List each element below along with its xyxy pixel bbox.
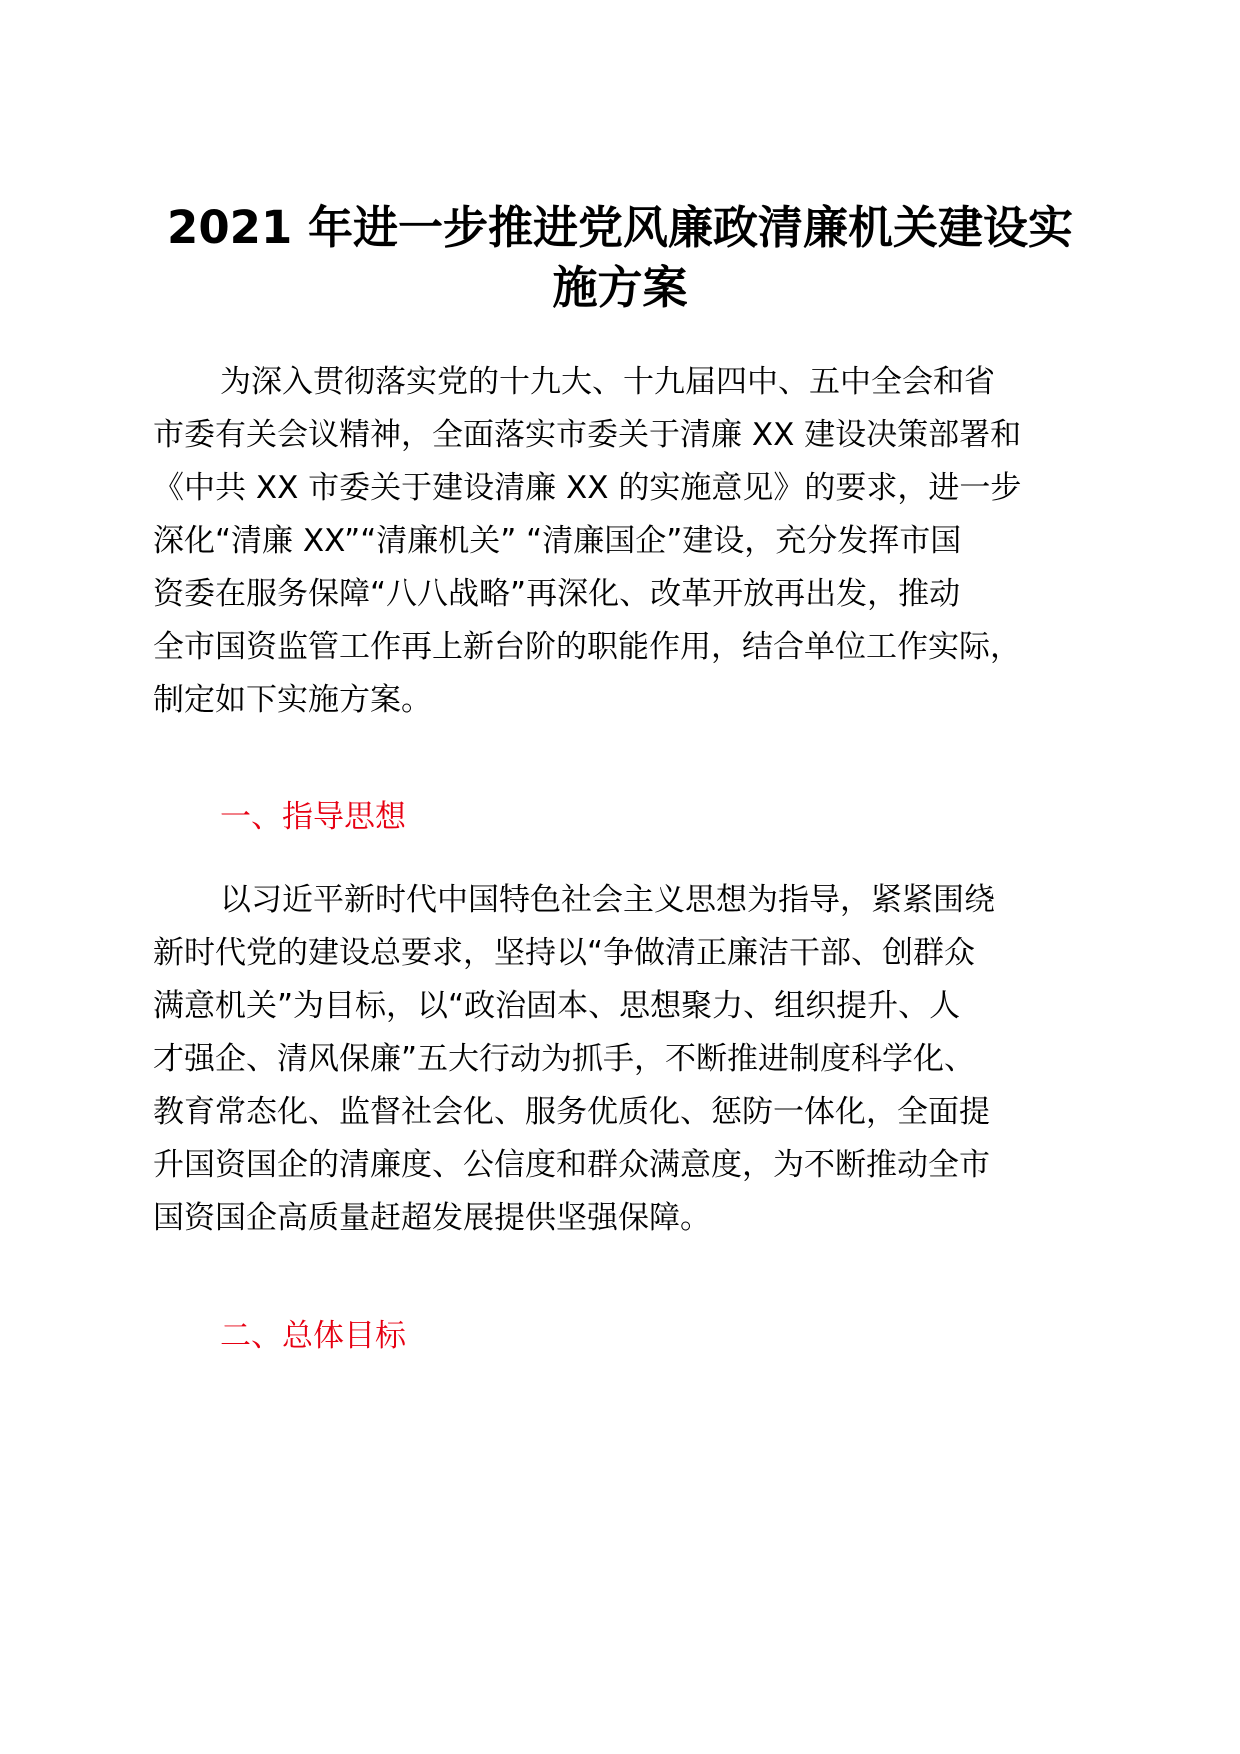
intro-line-4: 深化“清廉 XX”“清廉机关” “清廉国企”建设，充分发挥市国 bbox=[153, 523, 962, 559]
intro-line-3: 《中共 XX 市委关于建设清廉 XX 的实施意见》的要求，进一步 bbox=[153, 470, 1022, 506]
section1-line-7: 国资国企高质量赶超发展提供坚强保障。 bbox=[153, 1200, 711, 1236]
intro-line-5: 资委在服务保障“八八战略”再深化、改革开放再出发，推动 bbox=[153, 576, 961, 612]
section1-line-5: 教育常态化、监督社会化、服务优质化、惩防一体化，全面提 bbox=[153, 1094, 990, 1130]
section2-heading-text: 二、总体目标 bbox=[220, 1318, 406, 1354]
section1-line-2: 新时代党的建设总要求，坚持以“争做清正廉洁干部、创群众 bbox=[153, 935, 976, 971]
section1-line-1: 以习近平新时代中国特色社会主义思想为指导，紧紧围绕 bbox=[220, 882, 995, 918]
section-heading-overall-goals bbox=[220, 1310, 406, 1363]
intro-paragraph bbox=[153, 356, 1088, 727]
section-heading-guiding-ideology bbox=[220, 791, 406, 844]
title-line-1: 2021 年进一步推进党风廉政清廉机关建设实 bbox=[167, 201, 1073, 254]
title-line-2: 施方案 bbox=[552, 261, 688, 314]
document-title bbox=[140, 198, 1100, 318]
section1-line-3: 满意机关”为目标，以“政治固本、思想聚力、组织提升、人 bbox=[153, 988, 961, 1024]
guiding-ideology-paragraph bbox=[153, 874, 1088, 1245]
intro-line-6: 全市国资监管工作再上新台阶的职能作用，结合单位工作实际， bbox=[153, 629, 1021, 665]
section1-line-6: 升国资国企的清廉度、公信度和群众满意度，为不断推动全市 bbox=[153, 1147, 990, 1183]
section1-line-4: 才强企、清风保廉”五大行动为抓手，不断推进制度科学化、 bbox=[153, 1041, 976, 1077]
intro-line-7: 制定如下实施方案。 bbox=[153, 682, 432, 718]
section1-heading-text: 一、指导思想 bbox=[220, 799, 406, 835]
intro-line-1: 为深入贯彻落实党的十九大、十九届四中、五中全会和省 bbox=[220, 364, 995, 400]
intro-line-2: 市委有关会议精神，全面落实市委关于清廉 XX 建设决策部署和 bbox=[153, 417, 1022, 453]
